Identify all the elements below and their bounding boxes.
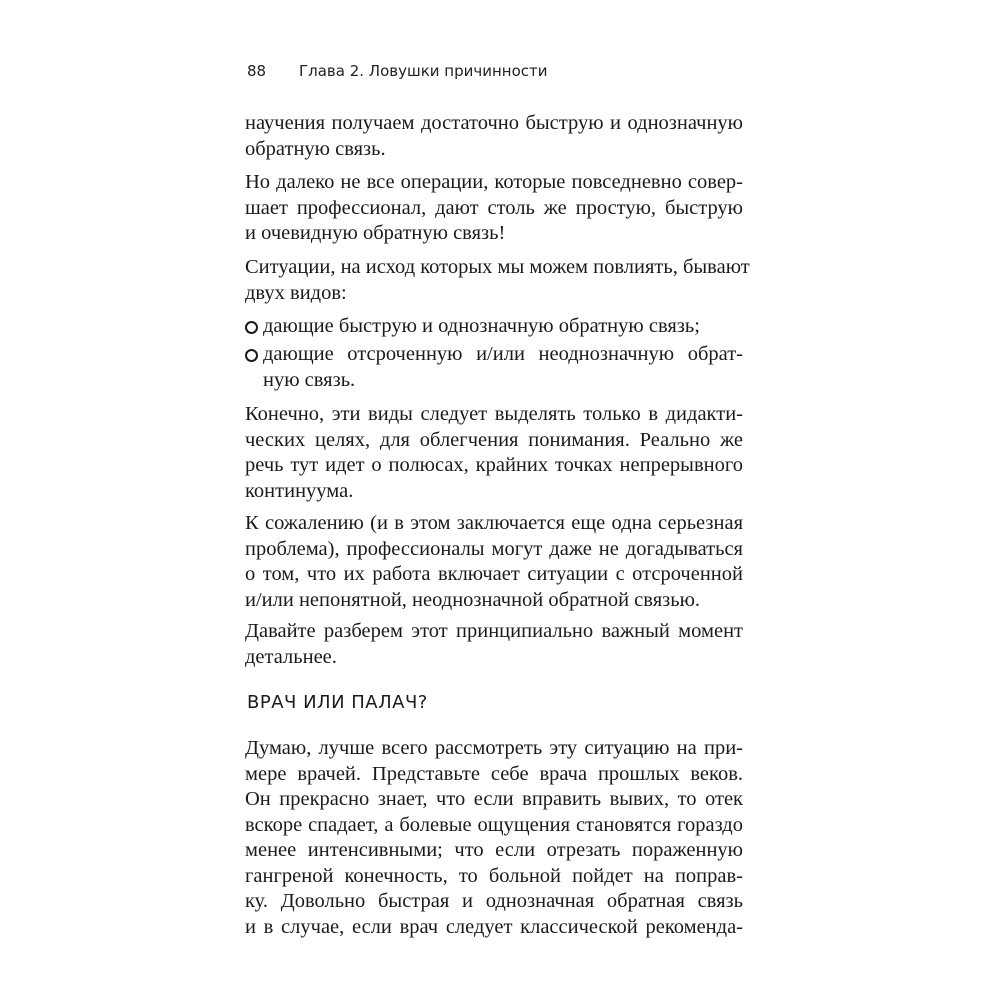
text-line: Он прекрасно знает, что если вправить вывих, то отек [245,788,743,810]
bullet-circle-icon [245,349,258,362]
text-line: о том, что их работа включает ситуации с отсроченной [245,563,743,585]
text-line: детальнее. [245,645,337,668]
text-line: континуума. [245,479,354,502]
text-line: ную связь. [263,368,356,391]
text-line: проблема), профессионалы могут даже не догадываться [245,537,743,560]
paragraph-1 [245,111,743,162]
list-item [245,342,743,394]
text-line: двух видов: [245,281,347,304]
text-line: ку. Довольно быстрая и однозначная обратная связь [245,890,743,912]
section-heading: ВРАЧ ИЛИ ПАЛАЧ? [247,692,428,713]
text-line: Думаю, лучше всего рассмотреть эту ситуацию на при- [245,737,743,759]
bullet-circle-icon [245,321,258,334]
text-line: менее интенсивными; что если отрезать пораженную [245,839,743,861]
text-line: и очевидную обратную связь! [245,222,506,244]
text-line: Конечно, эти виды следует выделять только в дидакти- [245,403,743,425]
text-line: и/или непонятной, неоднозначной обратной связью. [245,588,701,611]
paragraph-5 [245,511,743,613]
paragraph-6 [245,619,743,670]
text-line: Но далеко не все операции, которые повседневно совер- [245,171,743,193]
paragraph-3 [245,255,750,306]
text-line: дающие быструю и однозначную обратную связь; [263,315,700,337]
running-header [247,62,548,80]
text-line: речь тут идет о полюсах, крайних точках непрерывного [245,454,743,476]
text-line: вскоре спадает, а болевые ощущения становятся гораздо [245,813,743,836]
text-line: Давайте разберем этот принципиально важный момент [245,620,743,642]
list-item [245,314,743,340]
text-line: Ситуации, на исход которых мы можем повлиять, бывают [245,256,750,278]
text-line: гангреной конечность, то больной пойдет на поправ- [245,864,743,887]
text-line: обратную связь. [245,137,386,160]
text-line: шает профессионал, дают столь же простую, быструю [245,196,743,219]
text-line: и в случае, если врач следует классической рекоменда- [245,915,743,938]
paragraph-2 [245,170,743,247]
paragraph-7 [245,736,743,940]
text-line: мере врачей. Представьте себе врача прошлых веков. [245,762,743,785]
text-line: К сожалению (и в этом заключается еще одна серьезная [245,512,743,534]
text-line: ческих целях, для облегчения понимания. Реально же [245,428,743,451]
page-number: 88 [247,62,267,80]
text-line: научения получаем достаточно быструю и однозначную [245,112,743,134]
text-line: дающие отсроченную и/или неоднозначную обрат- [263,343,743,365]
chapter-title: Глава 2. Ловушки причинности [299,62,548,80]
paragraph-4 [245,402,743,504]
